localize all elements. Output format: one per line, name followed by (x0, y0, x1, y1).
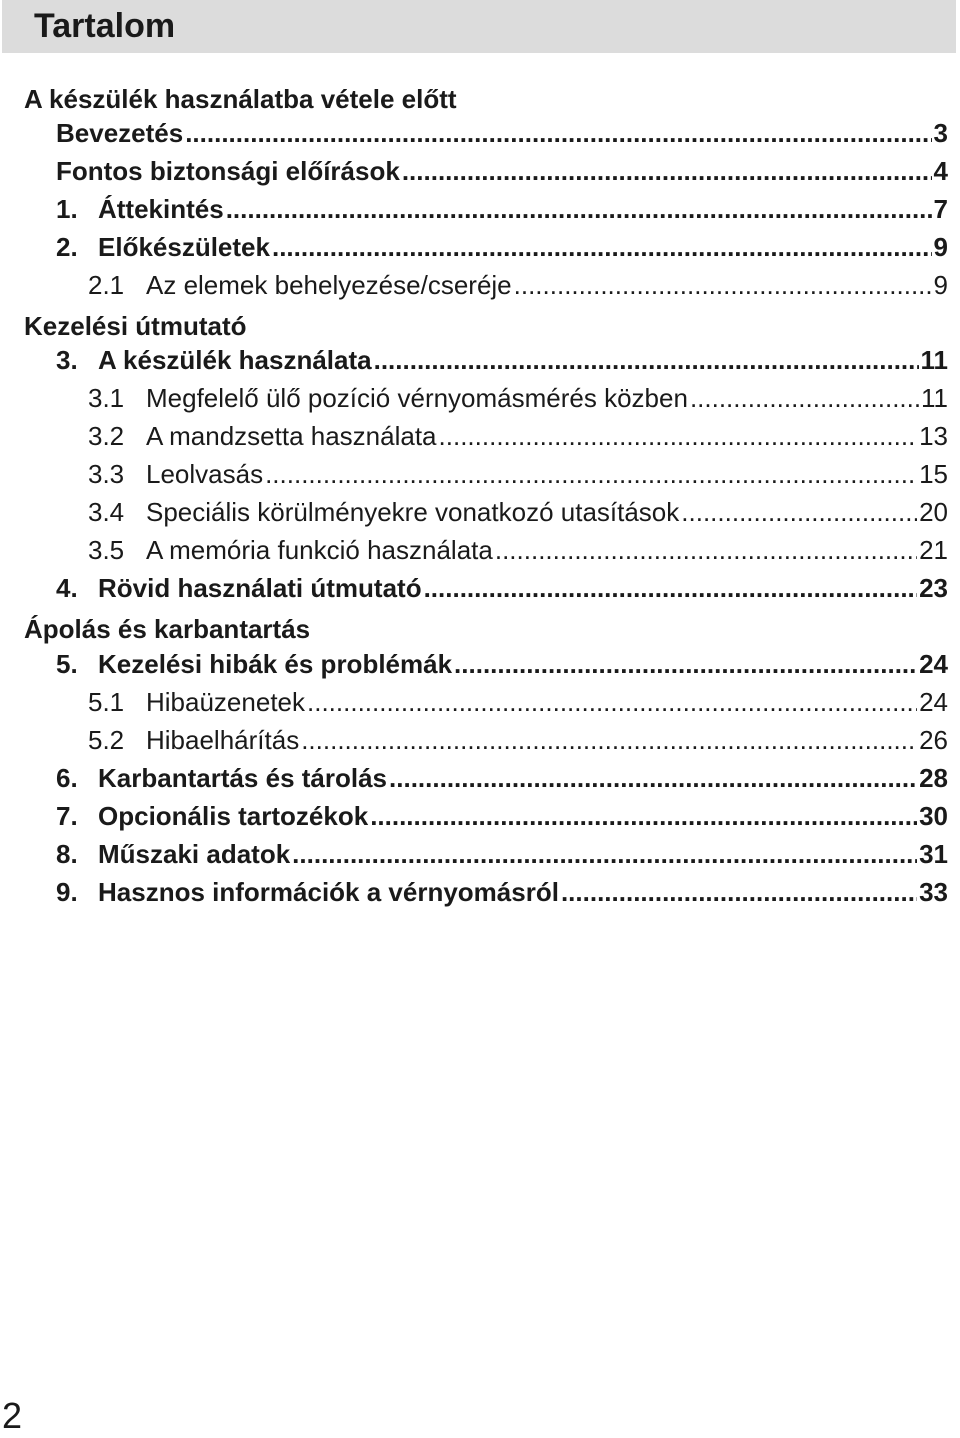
toc-entry-page: 30 (919, 801, 948, 831)
page-title: Tartalom (34, 7, 176, 45)
toc-entry[interactable] (88, 266, 948, 304)
toc-entry-page: 11 (921, 383, 948, 413)
toc-entry-page: 21 (919, 535, 948, 565)
toc-entry[interactable] (56, 114, 948, 152)
toc-entry-label: A készülék használata (98, 345, 372, 375)
toc-entry-label: Előkészületek (98, 232, 270, 262)
toc-entry-page: 23 (919, 573, 948, 603)
toc-entry-page: 11 (920, 345, 948, 375)
toc-entry-page: 15 (919, 459, 948, 489)
toc-entry-page: 13 (919, 421, 948, 451)
toc-entry-page: 24 (919, 649, 948, 679)
toc-entry-number: 1. (56, 194, 78, 224)
toc-entry-number: 3. (56, 345, 78, 375)
leader-dots (265, 455, 917, 493)
toc-entry-number: 2.1 (88, 270, 125, 300)
leader-dots (272, 228, 932, 266)
toc-entry-label: Hibaüzenetek (146, 687, 305, 717)
toc-entry[interactable] (56, 873, 948, 911)
toc-entry-number: 6. (56, 763, 78, 793)
toc-entry-page: 26 (919, 725, 948, 755)
toc-entry-number: 3.4 (88, 497, 125, 527)
toc-entry-number: 2. (56, 232, 78, 262)
toc-entry-number: 4. (56, 573, 78, 603)
toc-entry[interactable] (56, 152, 948, 190)
toc-entry-page: 33 (919, 877, 948, 907)
toc-entry[interactable] (88, 455, 948, 493)
toc-entry[interactable] (56, 228, 948, 266)
toc-entry-number: 3.1 (88, 383, 125, 413)
section-heading-care-maintenance: Ápolás és karbantartás (24, 614, 311, 644)
toc-entry-number: 9. (56, 877, 78, 907)
leader-dots (690, 379, 919, 417)
toc-entry-number: 5.1 (88, 687, 125, 717)
leader-dots (495, 531, 917, 569)
leader-dots (439, 417, 918, 455)
toc-entry[interactable] (88, 379, 948, 417)
toc-entry[interactable] (56, 759, 948, 797)
toc-entry[interactable] (88, 493, 948, 531)
toc-entry-label: Karbantartás és tárolás (98, 763, 388, 793)
leader-dots (681, 493, 917, 531)
toc-entry[interactable] (56, 569, 948, 607)
toc-entry-label: Kezelési hibák és problémák (98, 649, 453, 679)
toc-entry-page: 9 (933, 270, 948, 300)
leader-dots (374, 341, 919, 379)
toc-entry-number: 7. (56, 801, 78, 831)
page-number: 2 (2, 1395, 23, 1436)
toc-entry-page: 31 (919, 839, 948, 869)
leader-dots (424, 569, 918, 607)
toc-entry-label: Műszaki adatok (98, 839, 291, 869)
toc-entry-label: Fontos biztonsági előírások (56, 156, 400, 186)
toc-entry-label: Opcionális tartozékok (98, 801, 369, 831)
toc-entry-label: Megfelelő ülő pozíció vérnyomásmérés közben (146, 383, 688, 413)
toc-entry-number: 5. (56, 649, 78, 679)
toc-entry[interactable] (56, 645, 948, 683)
toc-entry-page: 24 (919, 687, 948, 717)
title-bar (2, 0, 956, 53)
toc-entry[interactable] (88, 417, 948, 455)
leader-dots (454, 645, 917, 683)
toc-entry[interactable] (88, 721, 948, 759)
toc-entry-label: Bevezetés (56, 118, 184, 148)
toc-entry-page: 7 (933, 194, 948, 224)
toc-entry[interactable] (88, 683, 948, 721)
leader-dots (292, 835, 917, 873)
toc-entry-page: 20 (919, 497, 948, 527)
toc-entry-number: 3.5 (88, 535, 125, 565)
toc-entry-number: 3.3 (88, 459, 125, 489)
toc-entry-label: Rövid használati útmutató (98, 573, 422, 603)
toc-entry-label: Az elemek behelyezése/cseréje (146, 270, 512, 300)
toc-entry-page: 4 (933, 156, 948, 186)
toc-entry[interactable] (56, 341, 948, 379)
toc-entry-number: 5.2 (88, 725, 125, 755)
toc-entry[interactable] (88, 531, 948, 569)
leader-dots (226, 190, 932, 228)
leader-dots (561, 873, 917, 911)
toc-entry-label: Speciális körülményekre vonatkozó utasítások (146, 497, 680, 527)
leader-dots (307, 683, 917, 721)
toc-entry-label: A memória funkció használata (146, 535, 493, 565)
section-heading-operating-instructions: Kezelési útmutató (24, 311, 247, 341)
leader-dots (185, 114, 931, 152)
leader-dots (370, 797, 917, 835)
toc-entry-number: 8. (56, 839, 78, 869)
toc-entry-page: 9 (933, 232, 948, 262)
leader-dots (514, 266, 932, 304)
toc-entry-label: Hasznos információk a vérnyomásról (98, 877, 559, 907)
toc-entry-label: A mandzsetta használata (146, 421, 437, 451)
toc-entry-label: Leolvasás (146, 459, 264, 489)
leader-dots (402, 152, 932, 190)
toc-entry-number: 3.2 (88, 421, 125, 451)
leader-dots (301, 721, 917, 759)
leader-dots (389, 759, 917, 797)
section-heading-before-use: A készülék használatba vétele előtt (24, 84, 457, 114)
toc-entry[interactable] (56, 797, 948, 835)
toc-entry[interactable] (56, 190, 948, 228)
toc-entry-page: 28 (919, 763, 948, 793)
toc-entry-page: 3 (933, 118, 948, 148)
toc-entry[interactable] (56, 835, 948, 873)
toc-entry-label: Hibaelhárítás (146, 725, 300, 755)
toc-entry-label: Áttekintés (98, 194, 224, 224)
